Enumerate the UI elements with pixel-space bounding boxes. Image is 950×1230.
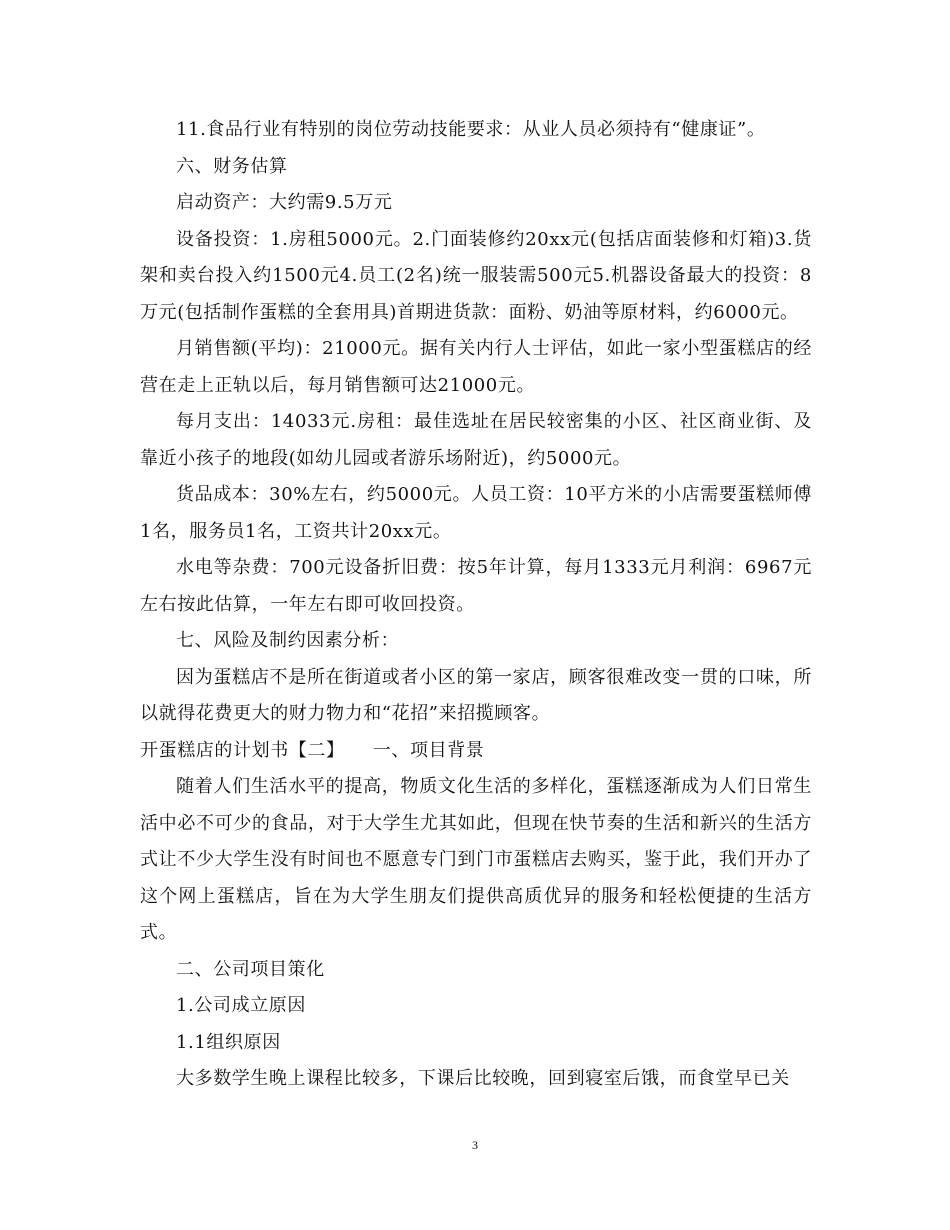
paragraph: 11.食品行业有特别的岗位劳动技能要求：从业人员必须持有“健康证”。 <box>176 119 766 140</box>
paragraph: 1.1组织原因 <box>176 1031 281 1053</box>
paragraph: 随着人们生活水平的提高，物质文化生活的多样化，蛋糕逐渐成为人们日常生活中必不可少的食品，对于大学生尤其如此，但现在快节奏的生活和新兴的生活方式让不少大学生没有时间也不愿意专门到门市蛋糕店去购买，鉴于此，我们开办了这个网上蛋糕店，旨在为大学生朋友们提供高质优异的服务和轻松便捷的生活方式。 <box>140 776 812 943</box>
paragraph: 每月支出：14033元.房租：最佳选址在居民较密集的小区、社区商业街、及靠近小孩子的地段(如幼儿园或者游乐场附近)，约5000元。 <box>140 411 812 469</box>
page-number: 3 <box>472 1138 478 1152</box>
paragraph: 因为蛋糕店不是所在街道或者小区的第一家店，顾客很难改变一贯的口味，所以就得花费更大的财力物力和“花招”来招揽顾客。 <box>140 666 812 724</box>
paragraph: 设备投资：1.房租5000元。2.门面装修约20xx元(包括店面装修和灯箱)3.货架和卖台投入约1500元4.员工(2名)统一服装需500元5.机器设备最大的投资：8万元(包括制作蛋糕的全套用具)首期进货款：面粉、奶油等原材料，约6000元。 <box>140 228 812 323</box>
paragraph: 1.公司成立原因 <box>176 995 306 1016</box>
paragraph: 大多数学生晚上课程比较多，下课后比较晚，回到寝室后饿，而食堂早已关 <box>176 1068 790 1089</box>
paragraph: 开蛋糕店的计划书【二】 一、项目背景 <box>140 739 485 761</box>
paragraph: 月销售额(平均)：21000元。据有关内行人士评估，如此一家小型蛋糕店的经营在走上正轨以后，每月销售额可达21000元。 <box>140 338 812 396</box>
paragraph: 货品成本：30%左右，约5000元。人员工资：10平方米的小店需要蛋糕师傅1名，服务员1名，工资共计20xx元。 <box>140 484 812 542</box>
document-body <box>140 112 812 1098</box>
paragraph: 二、公司项目策化 <box>176 958 325 980</box>
paragraph: 水电等杂费：700元设备折旧费：按5年计算，每月1333元月利润：6967元左右按此估算，一年左右即可收回投资。 <box>140 557 812 615</box>
paragraph: 七、风险及制约因素分析： <box>176 630 400 651</box>
paragraph: 启动资产：大约需9.5万元 <box>176 192 393 213</box>
paragraph: 六、财务估算 <box>176 155 288 177</box>
